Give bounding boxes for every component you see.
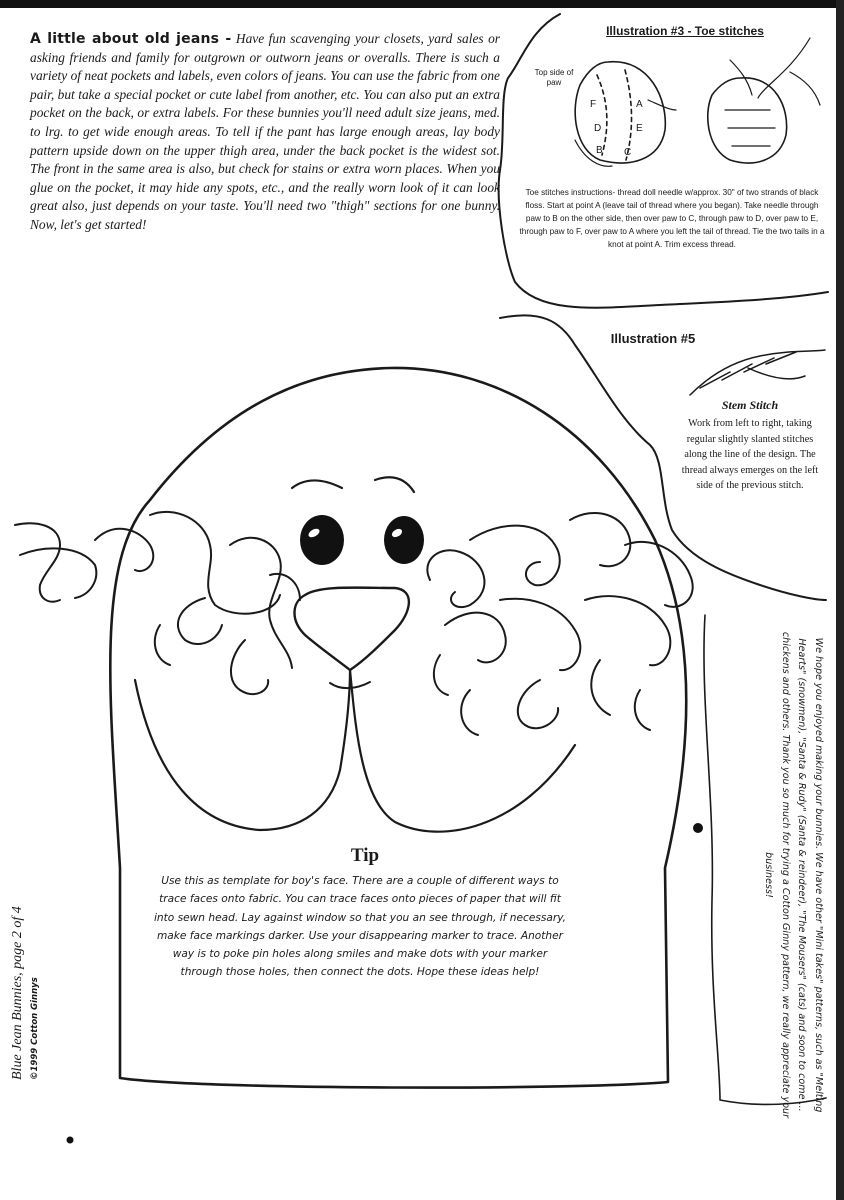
toe-point-letter: E (636, 123, 643, 134)
stem-stitch-instructions: Work from left to right, taking regular slightly slanted stitches along the line of the design. The thread always emerges on the left side of the previous stitch. (681, 418, 819, 492)
scan-speck (67, 1137, 74, 1144)
intro-title: A little about old jeans - (30, 31, 232, 47)
right-eyebrow (375, 477, 414, 492)
mouth-smile-left (135, 670, 350, 830)
tip-title: Tip (350, 845, 380, 866)
intro-body: Have fun scavenging your closets, yard sales or asking friends and family for outgrown or outworn jeans or overalls. There is such a variety of neat pockets and labels, even colors of jeans. You can use the fabric from one pair, but take a special pocket or cute label from another, etc. You can also put an extra pocket on the back, or extra labels. For these bunnies you'll need adult size jeans, med. to lrg. to get wide enough areas. To tell if the pant has large enough areas, lay body pattern upside down on the upper thigh area, under the back pocket is the widest sot. The front in the same area is also, but check for stains or extra worn places. When you glue on the pocket, it may hide any spots, etc., and the really worn look of it can look great also, just depends on your taste. You'll need two "thigh" sections for one bunny. Now, let's get started! (30, 31, 501, 232)
toe-section-border (499, 14, 828, 308)
stem-stitch-title: Stem Stitch (721, 398, 779, 412)
copyright-notice: ©1999 Cotton Ginnys (30, 977, 40, 1080)
right-whiskers (427, 513, 692, 735)
tip-body: Use this as template for boy's face. There are a couple of different ways to trace faces onto fabric. You can trace faces onto pieces of paper that will fit into sewn head. Lay against window so that you an see through, if necessary, make face markings darker. Use your disappearing marker to trace. Another way is to poke pin holes along smiles and make dots with your marker through those holes, then connect the dots. Hope these ideas help! (153, 875, 567, 979)
right-eye (384, 516, 424, 564)
nose (294, 588, 408, 670)
pattern-page-title: Blue Jean Bunnies, page 2 of 4 (10, 906, 25, 1080)
left-eyebrow (292, 481, 342, 489)
toe-point-letter: F (590, 99, 597, 110)
toe-stitches-title: Illustration #3 - Toe stitches (606, 24, 764, 38)
scan-speck (693, 823, 703, 833)
left-eye (300, 515, 344, 565)
toe-point-letter: B (596, 145, 603, 156)
toe-point-letter: C (624, 147, 632, 158)
top-side-of-paw-label: Top side of paw (534, 68, 574, 87)
left-whiskers (15, 512, 300, 694)
toe-paw-diagram-right (708, 38, 820, 163)
closing-note: We hope you enjoyed making your bunnies. We have other "Mini takes" patterns, such as "Melting Hearts" (snowmen), "Santa & Rudy" (Santa & reindeer), "The Mousers" (cats) and soon to come ... chickens and others. Thank you so much for trying a Cotton Ginny pattern, we really appreciate your business! (763, 631, 824, 1119)
page-footer (8, 810, 42, 1080)
mouth-smile-right (350, 670, 575, 832)
toe-point-letter: D (594, 123, 602, 134)
illustration-5-title: Illustration #5 (610, 331, 696, 346)
toe-stitches-instructions: Toe stitches instructions- thread doll needle w/approx. 30" of two strands of black floss. Start at point A (leave tail of thread where you began). Take needle through paw to B on the other side, then over paw to C, through paw to D, over paw to E, through paw to F, over paw to A where you left the tail of thread. Tie the two tails in a knot at point A. Trim excess thread. (519, 188, 825, 249)
stem-stitch-drawing (690, 350, 825, 395)
toe-point-letter: A (636, 99, 643, 110)
